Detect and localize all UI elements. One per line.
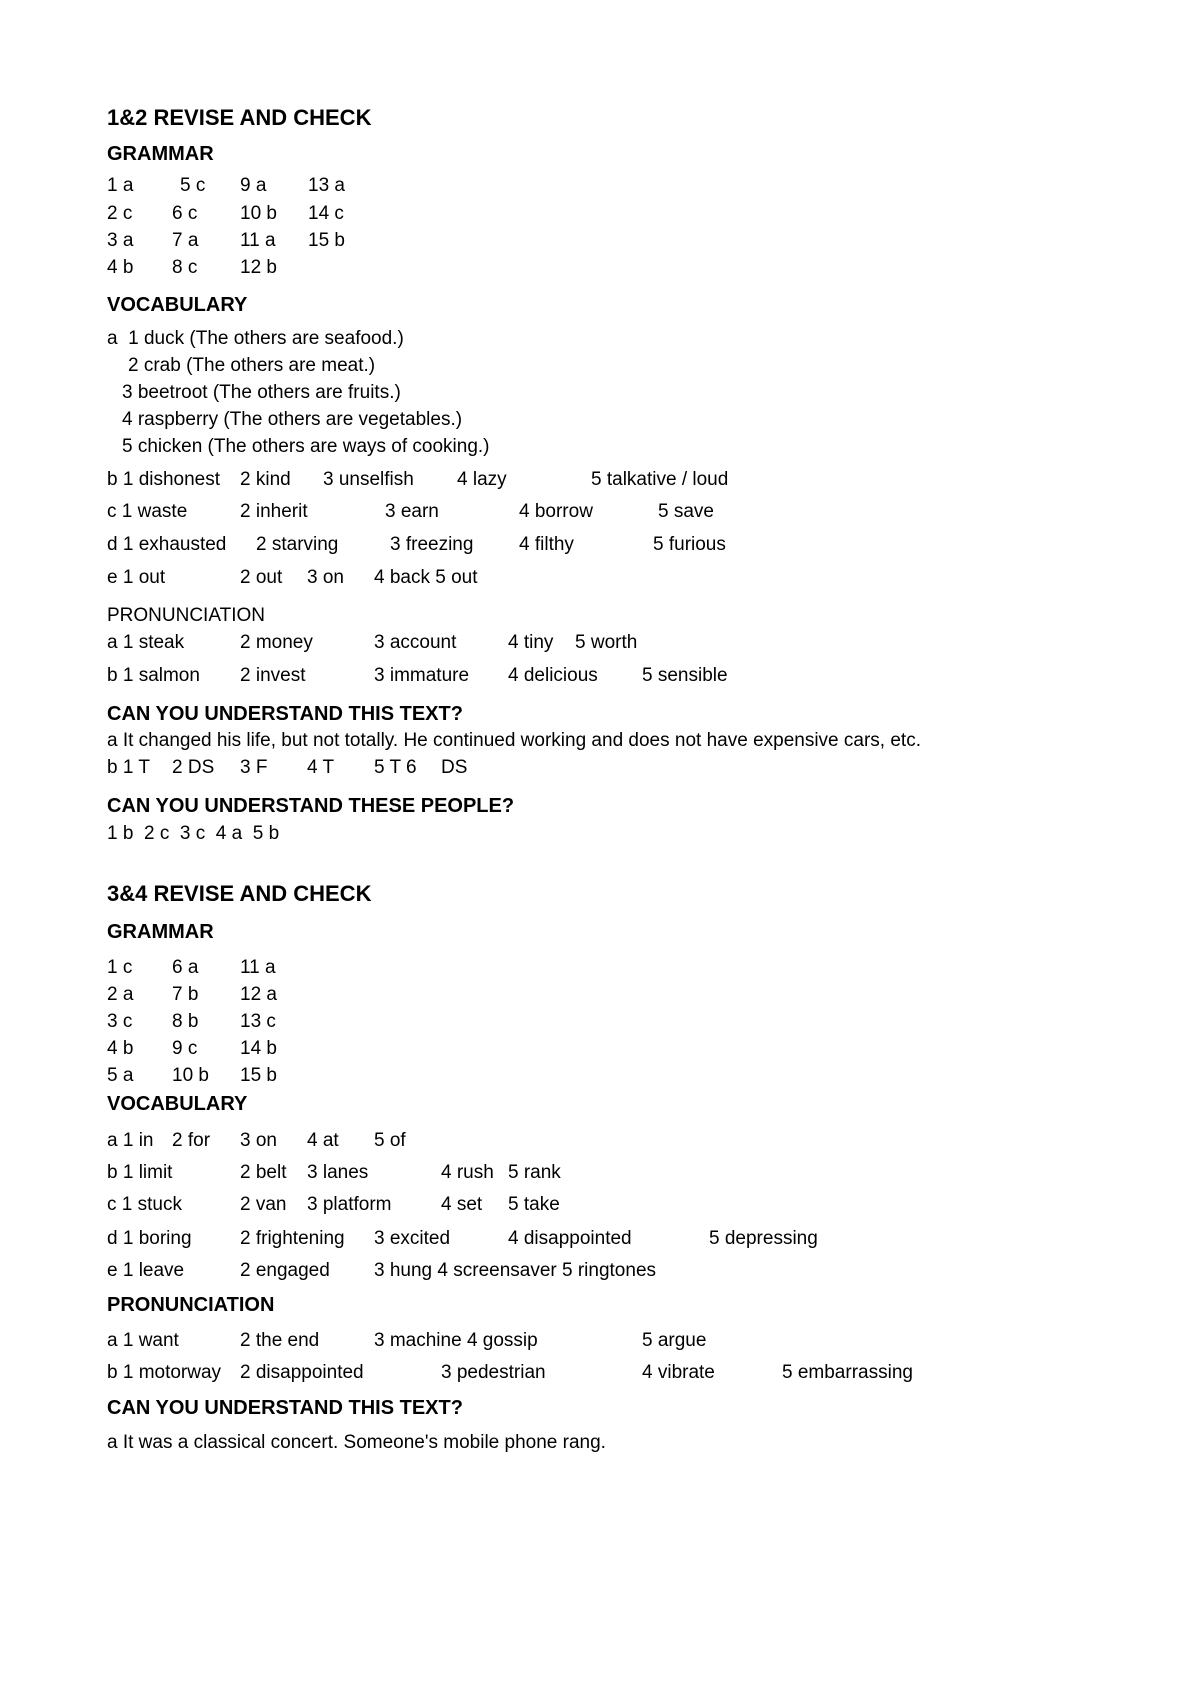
pronunciation-row-cell: 5 sensible [642, 665, 728, 686]
pronunciation-heading: PRONUNCIATION [107, 1294, 275, 1316]
grammar-row-cell: 11 a [240, 957, 276, 978]
vocabulary-row-cell: 2 belt [240, 1162, 287, 1183]
vocabulary-row-cell: 3 hung 4 screensaver 5 ringtones [374, 1260, 657, 1281]
vocabulary-row-cell: 4 lazy [457, 469, 507, 490]
vocabulary-row-cell: 2 for [172, 1130, 211, 1151]
grammar-row-cell: 2 a [107, 984, 134, 1005]
pronunciation-row-cell: 2 disappointed [240, 1362, 364, 1383]
vocabulary-row-cell: 2 engaged [240, 1260, 330, 1281]
vocabulary-row-cell: c 1 waste [107, 501, 188, 522]
grammar-row-cell: 7 b [172, 984, 199, 1005]
vocabulary-row-cell: 3 unselfish [323, 469, 414, 490]
pronunciation-row-cell: 2 the end [240, 1330, 320, 1351]
grammar-row-cell: 5 a [107, 1065, 134, 1086]
grammar-row-cell: 15 b [308, 230, 345, 251]
vocabulary-row-cell: 2 starving [256, 534, 339, 555]
pronunciation-row-cell: 4 tiny [508, 632, 554, 653]
vocabulary-row-cell: 5 rank [508, 1162, 561, 1183]
vocabulary-row-cell: c 1 stuck [107, 1194, 182, 1215]
grammar-row-cell: 4 b [107, 257, 134, 278]
grammar-row-cell: 14 c [308, 203, 344, 224]
vocabulary-heading: VOCABULARY [107, 1093, 248, 1115]
grammar-row-cell: 9 a [240, 175, 267, 196]
text-heading: CAN YOU UNDERSTAND THIS TEXT? [107, 1397, 463, 1419]
grammar-row-cell: 13 c [240, 1011, 276, 1032]
people-heading: CAN YOU UNDERSTAND THESE PEOPLE? [107, 795, 515, 817]
vocabulary-a-line: 2 crab (The others are meat.) [128, 355, 376, 376]
vocabulary-row-cell: 5 talkative / loud [591, 469, 729, 490]
grammar-row-cell: 10 b [172, 1065, 209, 1086]
vocabulary-row-cell: 3 on [307, 567, 344, 588]
people-answers: 1 b 2 c 3 c 4 a 5 b [107, 823, 280, 844]
text-answer-a: a It changed his life, but not totally. He continued working and does not have expensive cars, etc. [107, 730, 921, 751]
pronunciation-row-cell: 5 embarrassing [782, 1362, 913, 1383]
vocabulary-row-cell: 2 van [240, 1194, 287, 1215]
vocabulary-row-cell: 3 freezing [390, 534, 474, 555]
vocabulary-row-cell: 3 excited [374, 1228, 451, 1249]
pronunciation-row-cell: 3 machine 4 gossip [374, 1330, 538, 1351]
pronunciation-row-cell: 3 immature [374, 665, 470, 686]
grammar-row-cell: 8 b [172, 1011, 199, 1032]
vocabulary-row-cell: 5 depressing [709, 1228, 818, 1249]
text-answer-b-cell: DS [441, 757, 468, 778]
vocabulary-row-cell: d 1 boring [107, 1228, 192, 1249]
text-heading: CAN YOU UNDERSTAND THIS TEXT? [107, 703, 463, 725]
pronunciation-row-cell: 4 delicious [508, 665, 598, 686]
grammar-row-cell: 7 a [172, 230, 199, 251]
vocabulary-row-cell: a 1 in [107, 1130, 154, 1151]
vocabulary-row-cell: 5 furious [653, 534, 726, 555]
vocabulary-row-cell: e 1 leave [107, 1260, 185, 1281]
vocabulary-row-cell: 2 out [240, 567, 283, 588]
grammar-row-cell: 14 b [240, 1038, 277, 1059]
grammar-row-cell: 2 c [107, 203, 133, 224]
vocabulary-row-cell: 2 inherit [240, 501, 308, 522]
pronunciation-row-cell: 2 money [240, 632, 313, 653]
grammar-row-cell: 8 c [172, 257, 198, 278]
grammar-row-cell: 1 a [107, 175, 134, 196]
vocabulary-row-cell: b 1 limit [107, 1162, 173, 1183]
text-answer-b-cell: 2 DS [172, 757, 215, 778]
pronunciation-row-cell: b 1 motorway [107, 1362, 222, 1383]
text-answer-b-cell: 3 F [240, 757, 268, 778]
pronunciation-row-cell: 3 pedestrian [441, 1362, 546, 1383]
vocabulary-row-cell: 4 rush [441, 1162, 494, 1183]
pronunciation-row-cell: 5 worth [575, 632, 638, 653]
grammar-row-cell: 12 b [240, 257, 277, 278]
pronunciation-row-cell: 5 argue [642, 1330, 707, 1351]
pronunciation-heading: PRONUNCIATION [107, 605, 265, 626]
grammar-row-cell: 3 c [107, 1011, 133, 1032]
grammar-heading: GRAMMAR [107, 143, 214, 165]
grammar-row-cell: 3 a [107, 230, 134, 251]
vocabulary-a-line: 5 chicken (The others are ways of cooking.) [122, 436, 490, 457]
vocabulary-row-cell: 5 save [658, 501, 714, 522]
pronunciation-row-cell: 2 invest [240, 665, 306, 686]
vocabulary-row-cell: 5 of [374, 1130, 406, 1151]
vocabulary-row-cell: d 1 exhausted [107, 534, 227, 555]
text-answer-b-cell: 5 T 6 [374, 757, 417, 778]
vocabulary-row-cell: 2 frightening [240, 1228, 345, 1249]
text-answer-b-cell: b 1 T [107, 757, 150, 778]
pronunciation-row-cell: b 1 salmon [107, 665, 200, 686]
pronunciation-row-cell: 3 account [374, 632, 457, 653]
grammar-row-cell: 11 a [240, 230, 276, 251]
vocabulary-row-cell: 4 disappointed [508, 1228, 632, 1249]
text-answer-a: a It was a classical concert. Someone's mobile phone rang. [107, 1432, 606, 1453]
vocabulary-row-cell: 4 set [441, 1194, 483, 1215]
grammar-row-cell: 4 b [107, 1038, 134, 1059]
vocabulary-heading: VOCABULARY [107, 294, 248, 316]
grammar-row-cell: 15 b [240, 1065, 277, 1086]
vocabulary-row-cell: 3 platform [307, 1194, 392, 1215]
grammar-row-cell: 10 b [240, 203, 277, 224]
vocabulary-row-cell: 4 borrow [519, 501, 593, 522]
vocabulary-row-cell: 4 at [307, 1130, 339, 1151]
grammar-row-cell: 12 a [240, 984, 277, 1005]
section-title: 3&4 REVISE AND CHECK [107, 881, 372, 906]
grammar-row-cell: 6 c [172, 203, 198, 224]
vocabulary-row-cell: 4 back 5 out [374, 567, 478, 588]
vocabulary-row-cell: 3 lanes [307, 1162, 369, 1183]
text-answer-b-cell: 4 T [307, 757, 335, 778]
grammar-row-cell: 1 c [107, 957, 133, 978]
grammar-row-cell: 5 c [180, 175, 206, 196]
vocabulary-row-cell: b 1 dishonest [107, 469, 221, 490]
vocabulary-a-line: 3 beetroot (The others are fruits.) [122, 382, 401, 403]
pronunciation-row-cell: a 1 steak [107, 632, 185, 653]
vocabulary-row-cell: 3 on [240, 1130, 277, 1151]
vocabulary-row-cell: 4 filthy [519, 534, 574, 555]
vocabulary-row-cell: e 1 out [107, 567, 166, 588]
pronunciation-row-cell: 4 vibrate [642, 1362, 715, 1383]
section-title: 1&2 REVISE AND CHECK [107, 105, 372, 130]
vocabulary-row-cell: 5 take [508, 1194, 560, 1215]
grammar-heading: GRAMMAR [107, 921, 214, 943]
vocabulary-row-cell: 3 earn [385, 501, 439, 522]
grammar-row-cell: 9 c [172, 1038, 198, 1059]
grammar-row-cell: 13 a [308, 175, 345, 196]
vocabulary-row-cell: 2 kind [240, 469, 291, 490]
grammar-row-cell: 6 a [172, 957, 199, 978]
vocabulary-a-line: 4 raspberry (The others are vegetables.) [122, 409, 463, 430]
vocabulary-a-line: a 1 duck (The others are seafood.) [107, 328, 404, 349]
pronunciation-row-cell: a 1 want [107, 1330, 179, 1351]
